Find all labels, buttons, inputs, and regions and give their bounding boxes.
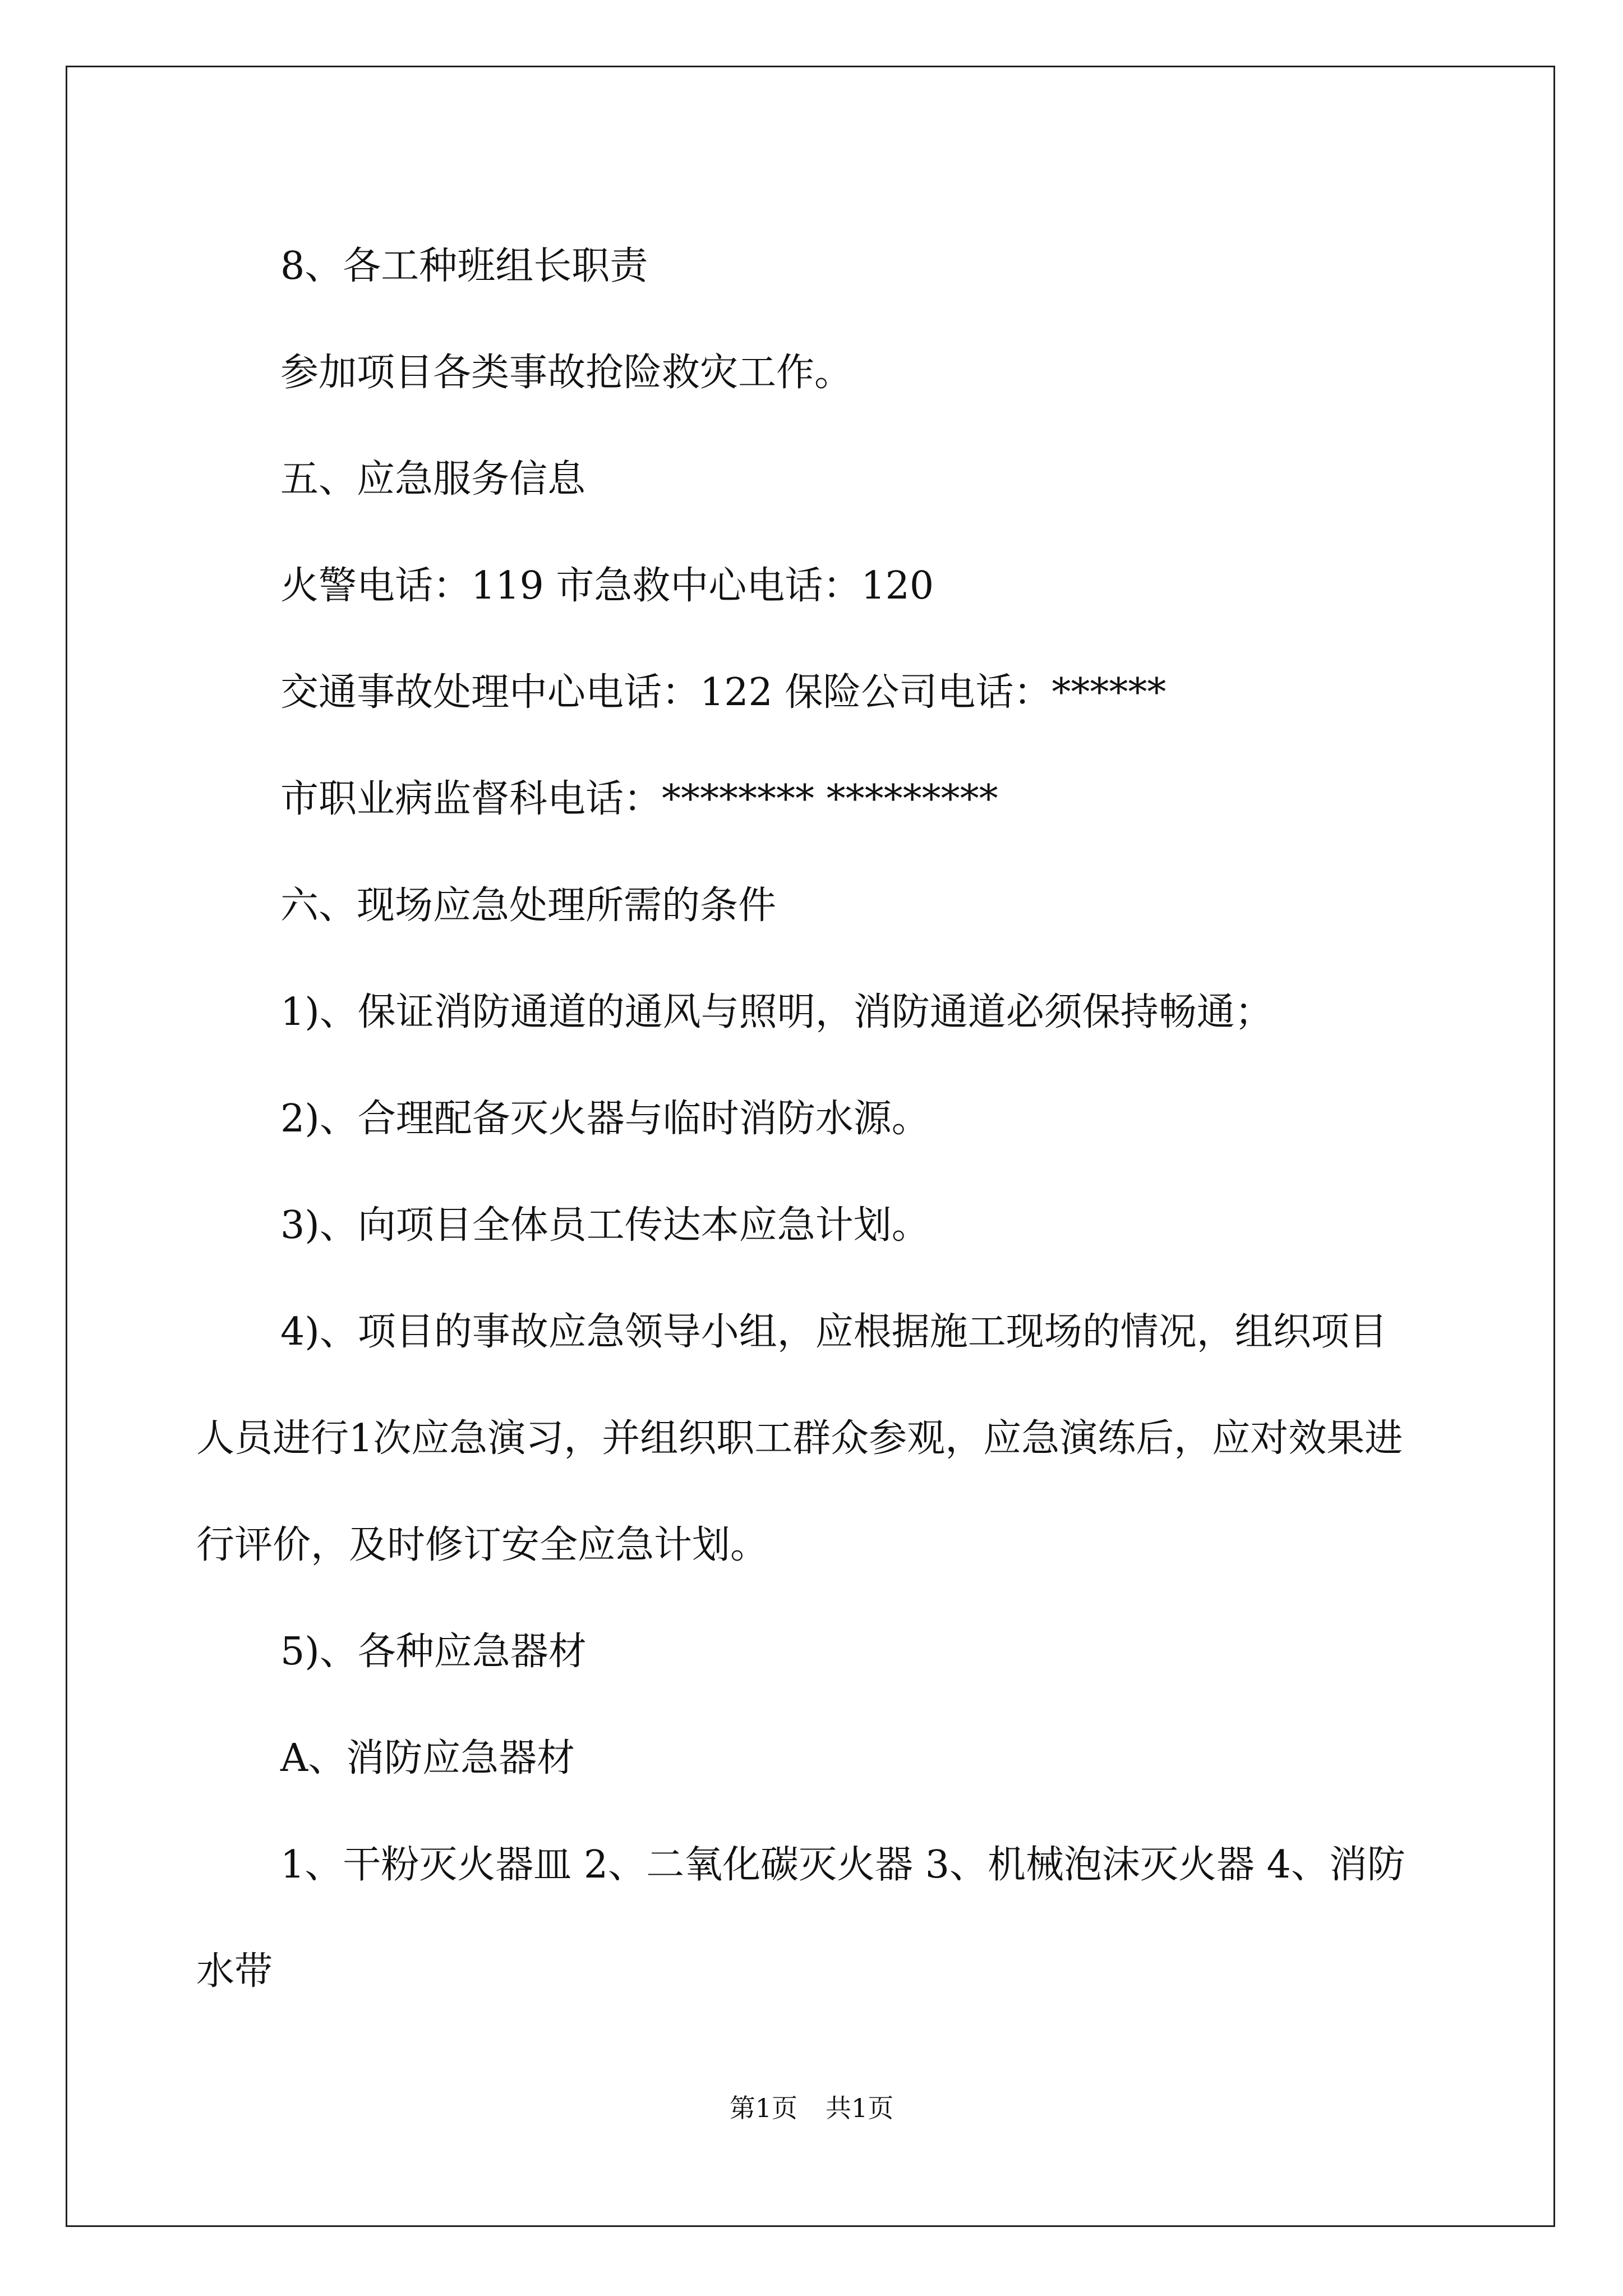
paragraph-heading-team-leader: 8、各工种班组长职责 bbox=[280, 244, 648, 288]
list-item: 5)、各种应急器材 bbox=[280, 1630, 587, 1674]
paragraph-phone-occupational: 市职业病监督科电话：******** ********* bbox=[280, 777, 998, 821]
page-total: 共1页 bbox=[826, 2093, 894, 2123]
list-item: 1)、保证消防通道的通风与照明，消防通道必须保持畅通； bbox=[280, 990, 1273, 1034]
equipment-list: 1、干粉灭火器皿 2、二氧化碳灭火器 3、机械泡沫灭火器 4、消防水带 bbox=[196, 1843, 1405, 1994]
section-heading-emergency-info: 五、应急服务信息 bbox=[280, 457, 586, 501]
document-body bbox=[196, 213, 1424, 2025]
list-item: 3)、向项目全体员工传达本应急计划。 bbox=[280, 1203, 930, 1248]
paragraph-phone-traffic: 交通事故处理中心电话：122 保险公司电话：****** bbox=[280, 670, 1166, 715]
section-heading-conditions: 六、现场应急处理所需的条件 bbox=[280, 884, 777, 928]
paragraph-phone-fire: 火警电话：119 市急救中心电话：120 bbox=[280, 564, 934, 608]
list-item-drill: 4)、项目的事故应急领导小组，应根据施工现场的情况，组织项目人员进行1次应急演习，并组织职工群众参观，应急演练后，应对效果进行评价，及时修订安全应急计划。 bbox=[196, 1310, 1403, 1567]
page-number: 第1页 bbox=[729, 2093, 797, 2123]
list-item: 2)、合理配备灭火器与临时消防水源。 bbox=[280, 1097, 930, 1141]
subheading-fire-equipment: A、消防应急器材 bbox=[280, 1736, 575, 1780]
paragraph: 参加项目各类事故抢险救灾工作。 bbox=[280, 351, 853, 395]
page-footer bbox=[0, 2088, 1623, 2125]
